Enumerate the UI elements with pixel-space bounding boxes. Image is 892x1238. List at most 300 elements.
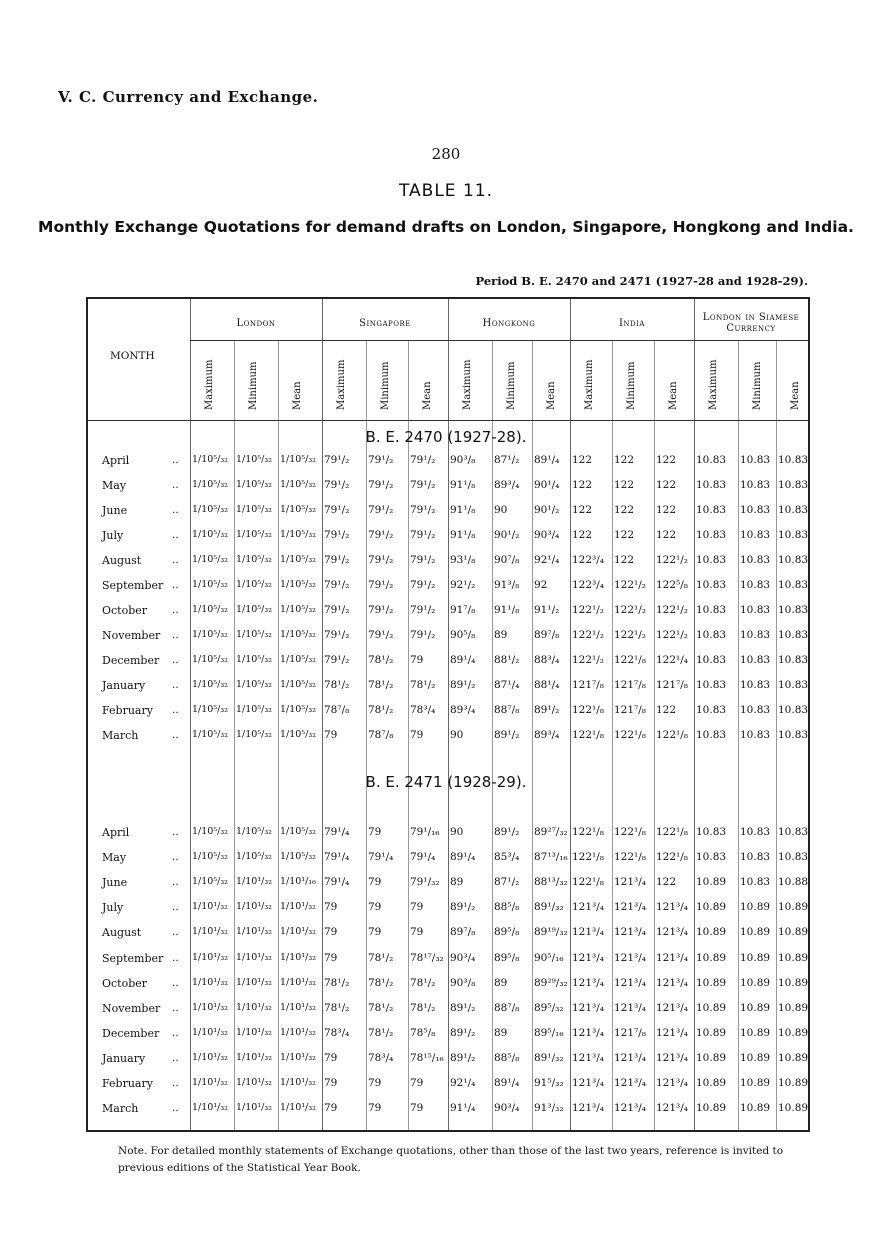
- value-cell: 91³/₈: [494, 579, 520, 591]
- value-cell: 10.83: [778, 654, 809, 666]
- value-cell: 89³/₄: [450, 704, 476, 716]
- leader-dots: ..: [172, 504, 179, 516]
- value-cell: 10.83: [740, 704, 771, 716]
- value-cell: 79¹/₂: [324, 454, 350, 466]
- value-cell: 78¹/₂: [368, 679, 394, 691]
- value-cell: 121³/₄: [572, 901, 604, 914]
- value-cell: 88⁵/₈: [494, 1051, 520, 1064]
- value-cell: 1/10⁵/₃₂: [280, 826, 316, 837]
- value-cell: 10.83: [740, 579, 771, 591]
- value-cell: 10.89: [778, 901, 809, 914]
- value-cell: 78⁷/₈: [324, 704, 350, 716]
- leader-dots: ..: [172, 876, 179, 889]
- value-cell: 1/10¹/₃₂: [236, 1026, 272, 1038]
- value-cell: 121⁷/₈: [614, 1026, 646, 1039]
- value-cell: 121³/₄: [656, 1051, 688, 1064]
- value-cell: 122: [614, 479, 635, 491]
- month-label: May: [102, 851, 127, 865]
- table-row: [0, 851, 892, 873]
- value-cell: 1/10¹/₃₂: [192, 1102, 228, 1114]
- value-cell: 79: [410, 654, 424, 666]
- leader-dots: ..: [172, 826, 179, 838]
- value-cell: 87¹/₄: [494, 679, 520, 691]
- value-cell: 122: [656, 529, 677, 541]
- value-cell: 90³/₈: [450, 976, 476, 989]
- value-cell: 90: [494, 504, 508, 516]
- value-cell: 121³/₄: [656, 976, 688, 989]
- value-cell: 122¹/₈: [656, 851, 688, 864]
- value-cell: 79¹/₂: [410, 579, 436, 591]
- value-cell: 10.89: [740, 976, 771, 989]
- value-cell: 1/10⁵/₃₂: [280, 454, 316, 465]
- value-cell: 10.89: [696, 1102, 727, 1115]
- value-cell: 88¹/₄: [534, 679, 560, 691]
- value-cell: 1/10⁵/₃₂: [236, 529, 272, 540]
- value-cell: 92: [534, 579, 548, 591]
- value-cell: 79¹/₂: [410, 554, 436, 566]
- value-cell: 10.83: [740, 729, 771, 741]
- month-label: September: [102, 579, 164, 592]
- value-cell: 122¹/₈: [614, 826, 646, 838]
- value-cell: 1/10⁵/₃₂: [192, 454, 228, 465]
- value-cell: 122¹/₂: [656, 604, 688, 616]
- value-cell: 1/10⁵/₃₂: [280, 529, 316, 540]
- value-cell: 122¹/₈: [614, 654, 646, 666]
- value-cell: 1/10⁵/₃₂: [236, 554, 272, 565]
- value-cell: 122¹/₈: [614, 729, 646, 741]
- value-cell: 1/10⁵/₃₂: [192, 704, 228, 715]
- value-cell: 1/10⁵/₃₂: [192, 479, 228, 490]
- table-row: [0, 977, 892, 999]
- value-cell: 87¹/₂: [494, 876, 520, 889]
- value-cell: 10.83: [740, 679, 771, 691]
- value-cell: 122¹/₈: [572, 826, 604, 838]
- value-cell: 121³/₄: [656, 1102, 688, 1115]
- table-row: [0, 1027, 892, 1049]
- value-cell: 121³/₄: [656, 1001, 688, 1014]
- value-cell: 91¹/₈: [450, 529, 476, 541]
- value-cell: 10.89: [778, 976, 809, 989]
- value-cell: 122¹/₂: [614, 579, 646, 591]
- leader-dots: ..: [172, 1026, 179, 1039]
- value-cell: 122¹/₂: [572, 629, 604, 641]
- value-cell: 121³/₄: [614, 926, 646, 939]
- value-cell: 87¹/₂: [494, 454, 520, 466]
- value-cell: 78³/₄: [324, 1026, 350, 1039]
- value-cell: 10.83: [740, 529, 771, 541]
- value-cell: 1/10⁵/₃₂: [192, 876, 228, 888]
- value-cell: 1/10¹/₃₂: [192, 951, 228, 963]
- value-cell: 78¹⁷/₃₂: [410, 951, 444, 964]
- value-cell: 90⁵/₈: [450, 629, 476, 641]
- leader-dots: ..: [172, 579, 179, 591]
- page-number: 280: [431, 145, 461, 163]
- value-cell: 79: [410, 1102, 424, 1115]
- month-label: November: [102, 629, 161, 642]
- value-cell: 1/10⁵/₃₂: [236, 454, 272, 465]
- table-row: [0, 554, 892, 576]
- value-cell: 79¹/₂: [324, 504, 350, 516]
- value-cell: 1/10⁵/₃₂: [236, 851, 272, 863]
- subheader-maximum: Maximum: [462, 359, 473, 410]
- value-cell: 89¹/₂: [450, 1001, 476, 1014]
- value-cell: 91⁵/₃₂: [534, 1077, 564, 1089]
- value-cell: 10.89: [740, 951, 771, 964]
- value-cell: 10.83: [740, 826, 771, 838]
- month-label: July: [102, 529, 124, 542]
- table-row: [0, 729, 892, 751]
- value-cell: 79¹/₄: [368, 851, 394, 864]
- value-cell: 1/10⁵/₃₂: [280, 479, 316, 490]
- value-cell: 10.89: [740, 926, 771, 939]
- value-cell: 10.89: [778, 926, 809, 939]
- value-cell: 10.89: [696, 1001, 727, 1014]
- subheader-mean: Mean: [422, 381, 433, 410]
- leader-dots: ..: [172, 529, 179, 541]
- value-cell: 10.83: [696, 454, 727, 466]
- value-cell: 121³/₄: [572, 1001, 604, 1014]
- value-cell: 1/10⁵/₃₂: [192, 654, 228, 665]
- value-cell: 122⁵/₈: [656, 579, 688, 591]
- table-row: [0, 579, 892, 601]
- group-header: London: [236, 318, 276, 329]
- value-cell: 10.89: [696, 1077, 727, 1089]
- value-cell: 122: [656, 876, 677, 889]
- value-cell: 121⁷/₈: [572, 679, 604, 691]
- value-cell: 121³/₄: [656, 1026, 688, 1039]
- subheader-maximum: Maximum: [336, 359, 347, 410]
- value-cell: 122: [614, 504, 635, 516]
- value-cell: 10.83: [778, 629, 809, 641]
- value-cell: 122: [614, 554, 635, 566]
- value-cell: 10.89: [778, 1051, 809, 1064]
- value-cell: 1/10¹/₃₂: [280, 976, 316, 988]
- value-cell: 1/10⁵/₃₂: [236, 629, 272, 640]
- table-row: [0, 479, 892, 501]
- value-cell: 1/10¹/₃₂: [236, 926, 272, 938]
- value-cell: 122¹/₂: [614, 604, 646, 616]
- value-cell: 10.83: [778, 826, 809, 838]
- value-cell: 78³/₄: [410, 704, 436, 716]
- value-cell: 90³/₄: [534, 529, 560, 541]
- value-cell: 121³/₄: [656, 1077, 688, 1089]
- value-cell: 122¹/₂: [656, 554, 688, 566]
- value-cell: 89: [494, 629, 508, 641]
- value-cell: 79¹/₂: [324, 529, 350, 541]
- value-cell: 79: [368, 876, 382, 889]
- table-row: [0, 1102, 892, 1124]
- month-label: October: [102, 604, 148, 617]
- value-cell: 1/10¹/₁₆: [280, 876, 316, 888]
- value-cell: 10.83: [740, 654, 771, 666]
- value-cell: 10.83: [696, 654, 727, 666]
- value-cell: 1/10¹/₃₂: [280, 926, 316, 938]
- month-column-header: MONTH: [110, 350, 155, 362]
- value-cell: 1/10¹/₃₂: [192, 926, 228, 938]
- value-cell: 10.83: [696, 604, 727, 616]
- value-cell: 88³/₄: [534, 654, 560, 666]
- value-cell: 1/10⁵/₃₂: [280, 604, 316, 615]
- value-cell: 78¹/₂: [368, 654, 394, 666]
- value-cell: 10.83: [696, 679, 727, 691]
- value-cell: 10.89: [778, 1077, 809, 1089]
- leader-dots: ..: [172, 951, 179, 964]
- month-label: February: [102, 1077, 153, 1090]
- value-cell: 122¹/₂: [572, 604, 604, 616]
- value-cell: 122¹/₄: [656, 654, 688, 666]
- value-cell: 121³/₄: [572, 1051, 604, 1064]
- value-cell: 89¹/₂: [534, 704, 560, 716]
- value-cell: 1/10¹/₃₂: [192, 1077, 228, 1088]
- subheader-maximum: Maximum: [204, 359, 215, 410]
- value-cell: 10.83: [696, 579, 727, 591]
- month-label: June: [102, 504, 128, 517]
- value-cell: 1/10¹/₃₂: [192, 976, 228, 988]
- value-cell: 10.83: [696, 729, 727, 741]
- value-cell: 10.89: [740, 1026, 771, 1039]
- table-row: [0, 704, 892, 726]
- value-cell: 122¹/₈: [572, 876, 604, 889]
- value-cell: 78¹/₂: [324, 679, 350, 691]
- value-cell: 89³/₄: [494, 479, 520, 491]
- leader-dots: ..: [172, 1051, 179, 1064]
- value-cell: 10.83: [778, 851, 809, 864]
- value-cell: 10.89: [740, 1102, 771, 1115]
- month-label: August: [102, 926, 142, 940]
- value-cell: 1/10¹/₃₂: [192, 1026, 228, 1038]
- value-cell: 1/10¹/₃₂: [280, 951, 316, 963]
- value-cell: 89: [494, 1026, 508, 1039]
- value-cell: 90¹/₂: [534, 504, 560, 516]
- value-cell: 10.89: [740, 901, 771, 914]
- value-cell: 121³/₄: [614, 876, 646, 889]
- value-cell: 79: [324, 1102, 338, 1115]
- value-cell: 1/10⁵/₃₂: [192, 604, 228, 615]
- value-cell: 10.83: [740, 629, 771, 641]
- value-cell: 88¹³/₃₂: [534, 876, 568, 889]
- value-cell: 122¹/₈: [572, 729, 604, 741]
- month-label: August: [102, 554, 142, 567]
- value-cell: 10.89: [696, 901, 727, 914]
- leader-dots: ..: [172, 479, 179, 491]
- value-cell: 122¹/₈: [656, 826, 688, 838]
- value-cell: 88⁷/₈: [494, 1001, 520, 1014]
- value-cell: 1/10⁵/₃₂: [280, 679, 316, 690]
- value-cell: 121⁷/₈: [614, 704, 646, 716]
- value-cell: 79¹/₂: [324, 479, 350, 491]
- value-cell: 1/10⁵/₃₂: [280, 554, 316, 565]
- value-cell: 122¹/₈: [572, 851, 604, 864]
- subheader-mean: Mean: [790, 381, 801, 410]
- subheader-minimum: Minimum: [626, 361, 637, 410]
- value-cell: 10.89: [696, 976, 727, 989]
- value-cell: 79¹/₂: [368, 604, 394, 616]
- value-cell: 92¹/₄: [534, 554, 560, 566]
- value-cell: 1/10¹/₃₂: [280, 901, 316, 913]
- value-cell: 79¹/₃₂: [410, 876, 440, 889]
- table-row: [0, 901, 892, 923]
- year-heading: B. E. 2471 (1928-29).: [365, 773, 527, 791]
- value-cell: 1/10⁵/₃₂: [192, 729, 228, 740]
- value-cell: 1/10¹/₃₂: [192, 901, 228, 913]
- value-cell: 122: [614, 529, 635, 541]
- value-cell: 79: [410, 729, 424, 741]
- value-cell: 79¹/₂: [324, 629, 350, 641]
- value-cell: 10.83: [696, 554, 727, 566]
- month-label: November: [102, 1001, 161, 1015]
- table-row: [0, 1002, 892, 1024]
- value-cell: 121³/₄: [572, 1102, 604, 1115]
- month-label: July: [102, 901, 124, 915]
- value-cell: 10.89: [778, 1001, 809, 1014]
- value-cell: 1/10⁵/₃₂: [236, 579, 272, 590]
- value-cell: 79¹/₁₆: [410, 826, 440, 838]
- value-cell: 89¹/₃₂: [534, 1051, 564, 1064]
- subheader-mean: Mean: [292, 381, 303, 410]
- value-cell: 89¹/₂: [450, 1026, 476, 1039]
- value-cell: 122: [572, 454, 593, 466]
- value-cell: 90: [450, 826, 464, 838]
- group-header: London in Siamese Currency: [702, 312, 800, 334]
- table-row: [0, 504, 892, 526]
- value-cell: 79¹/₂: [368, 629, 394, 641]
- subheader-minimum: Minimum: [248, 361, 259, 410]
- value-cell: 10.89: [696, 1051, 727, 1064]
- value-cell: 121³/₄: [614, 1051, 646, 1064]
- value-cell: 88⁷/₈: [494, 704, 520, 716]
- value-cell: 10.83: [696, 529, 727, 541]
- value-cell: 122¹/₈: [614, 851, 646, 864]
- value-cell: 121³/₄: [614, 901, 646, 914]
- value-cell: 10.83: [778, 454, 809, 466]
- value-cell: 10.89: [778, 1102, 809, 1115]
- value-cell: 89³/₄: [534, 729, 560, 741]
- value-cell: 78³/₄: [368, 1051, 394, 1064]
- value-cell: 78¹⁵/₁₆: [410, 1051, 444, 1064]
- leader-dots: ..: [172, 1001, 179, 1014]
- value-cell: 10.83: [778, 554, 809, 566]
- value-cell: 10.88: [778, 876, 809, 889]
- value-cell: 1/10⁵/₃₂: [192, 529, 228, 540]
- value-cell: 1/10¹/₃₂: [280, 1102, 316, 1114]
- value-cell: 78¹/₂: [324, 976, 350, 989]
- value-cell: 10.83: [778, 679, 809, 691]
- value-cell: 121³/₄: [614, 1077, 646, 1089]
- value-cell: 89⁵/₁₆: [534, 1026, 564, 1039]
- value-cell: 1/10¹/₃₂: [192, 1051, 228, 1063]
- value-cell: 122: [614, 454, 635, 466]
- leader-dots: ..: [172, 851, 179, 864]
- value-cell: 79: [410, 1077, 424, 1089]
- value-cell: 90³/₈: [450, 454, 476, 466]
- value-cell: 1/10⁵/₃₂: [192, 679, 228, 690]
- value-cell: 79: [410, 901, 424, 914]
- value-cell: 121⁷/₈: [656, 679, 688, 691]
- value-cell: 1/10⁵/₃₂: [192, 826, 228, 837]
- value-cell: 92¹/₂: [450, 579, 476, 591]
- value-cell: 1/10⁵/₃₂: [280, 851, 316, 863]
- value-cell: 10.83: [696, 851, 727, 864]
- table-row: [0, 529, 892, 551]
- value-cell: 79¹/₂: [410, 479, 436, 491]
- value-cell: 10.83: [778, 479, 809, 491]
- value-cell: 122¹/₂: [572, 654, 604, 666]
- value-cell: 121³/₄: [572, 951, 604, 964]
- value-cell: 79¹/₂: [368, 504, 394, 516]
- subheader-mean: Mean: [668, 381, 679, 410]
- value-cell: 10.83: [778, 729, 809, 741]
- value-cell: 91¹/₂: [534, 604, 560, 616]
- value-cell: 79: [368, 926, 382, 939]
- value-cell: 92¹/₄: [450, 1077, 476, 1089]
- value-cell: 10.83: [778, 504, 809, 516]
- value-cell: 10.83: [740, 554, 771, 566]
- value-cell: 10.89: [740, 1001, 771, 1014]
- value-cell: 89¹/₂: [450, 901, 476, 914]
- value-cell: 1/10¹/₃₂: [280, 1051, 316, 1063]
- value-cell: 1/10⁵/₃₂: [192, 629, 228, 640]
- value-cell: 10.89: [696, 1026, 727, 1039]
- value-cell: 90⁷/₈: [494, 554, 520, 566]
- table-row: [0, 952, 892, 974]
- value-cell: 79¹/₄: [324, 851, 350, 864]
- month-label: March: [102, 1102, 139, 1116]
- value-cell: 78⁷/₈: [368, 729, 394, 741]
- value-cell: 89: [450, 876, 464, 889]
- value-cell: 78¹/₂: [368, 704, 394, 716]
- value-cell: 1/10⁵/₃₂: [280, 504, 316, 515]
- value-cell: 79¹/₂: [410, 529, 436, 541]
- period-line: Period B. E. 2470 and 2471 (1927-28 and 1928-29).: [475, 274, 808, 288]
- table-row: [0, 876, 892, 898]
- value-cell: 10.83: [740, 479, 771, 491]
- value-cell: 78¹/₂: [410, 679, 436, 691]
- value-cell: 122: [656, 454, 677, 466]
- value-cell: 1/10⁵/₃₂: [236, 479, 272, 490]
- header-underline: [88, 420, 808, 421]
- value-cell: 93¹/₈: [450, 554, 476, 566]
- leader-dots: ..: [172, 679, 179, 691]
- value-cell: 1/10¹/₃₂: [192, 1001, 228, 1013]
- value-cell: 89¹/₄: [450, 654, 476, 666]
- value-cell: 1/10¹/₃₂: [236, 1051, 272, 1063]
- value-cell: 121³/₄: [572, 976, 604, 989]
- section-header: V. C. Currency and Exchange.: [58, 88, 319, 106]
- value-cell: 122: [656, 479, 677, 491]
- group-header: India: [618, 318, 645, 329]
- leader-dots: ..: [172, 604, 179, 616]
- value-cell: 121⁷/₈: [614, 679, 646, 691]
- month-label: December: [102, 654, 160, 667]
- value-cell: 79¹/₂: [368, 479, 394, 491]
- leader-dots: ..: [172, 976, 179, 989]
- value-cell: 1/10¹/₃₂: [236, 901, 272, 913]
- value-cell: 122: [656, 504, 677, 516]
- value-cell: 89¹/₂: [494, 729, 520, 741]
- value-cell: 79¹/₂: [368, 554, 394, 566]
- value-cell: 79: [410, 926, 424, 939]
- month-label: October: [102, 976, 148, 990]
- value-cell: 1/10⁵/₃₂: [236, 729, 272, 740]
- value-cell: 79: [368, 826, 382, 838]
- value-cell: 1/10⁵/₃₂: [280, 704, 316, 715]
- value-cell: 79¹/₂: [368, 579, 394, 591]
- value-cell: 122: [572, 529, 593, 541]
- value-cell: 10.89: [696, 876, 727, 889]
- leader-dots: ..: [172, 729, 179, 741]
- value-cell: 79¹/₄: [324, 876, 350, 889]
- value-cell: 79¹/₂: [368, 529, 394, 541]
